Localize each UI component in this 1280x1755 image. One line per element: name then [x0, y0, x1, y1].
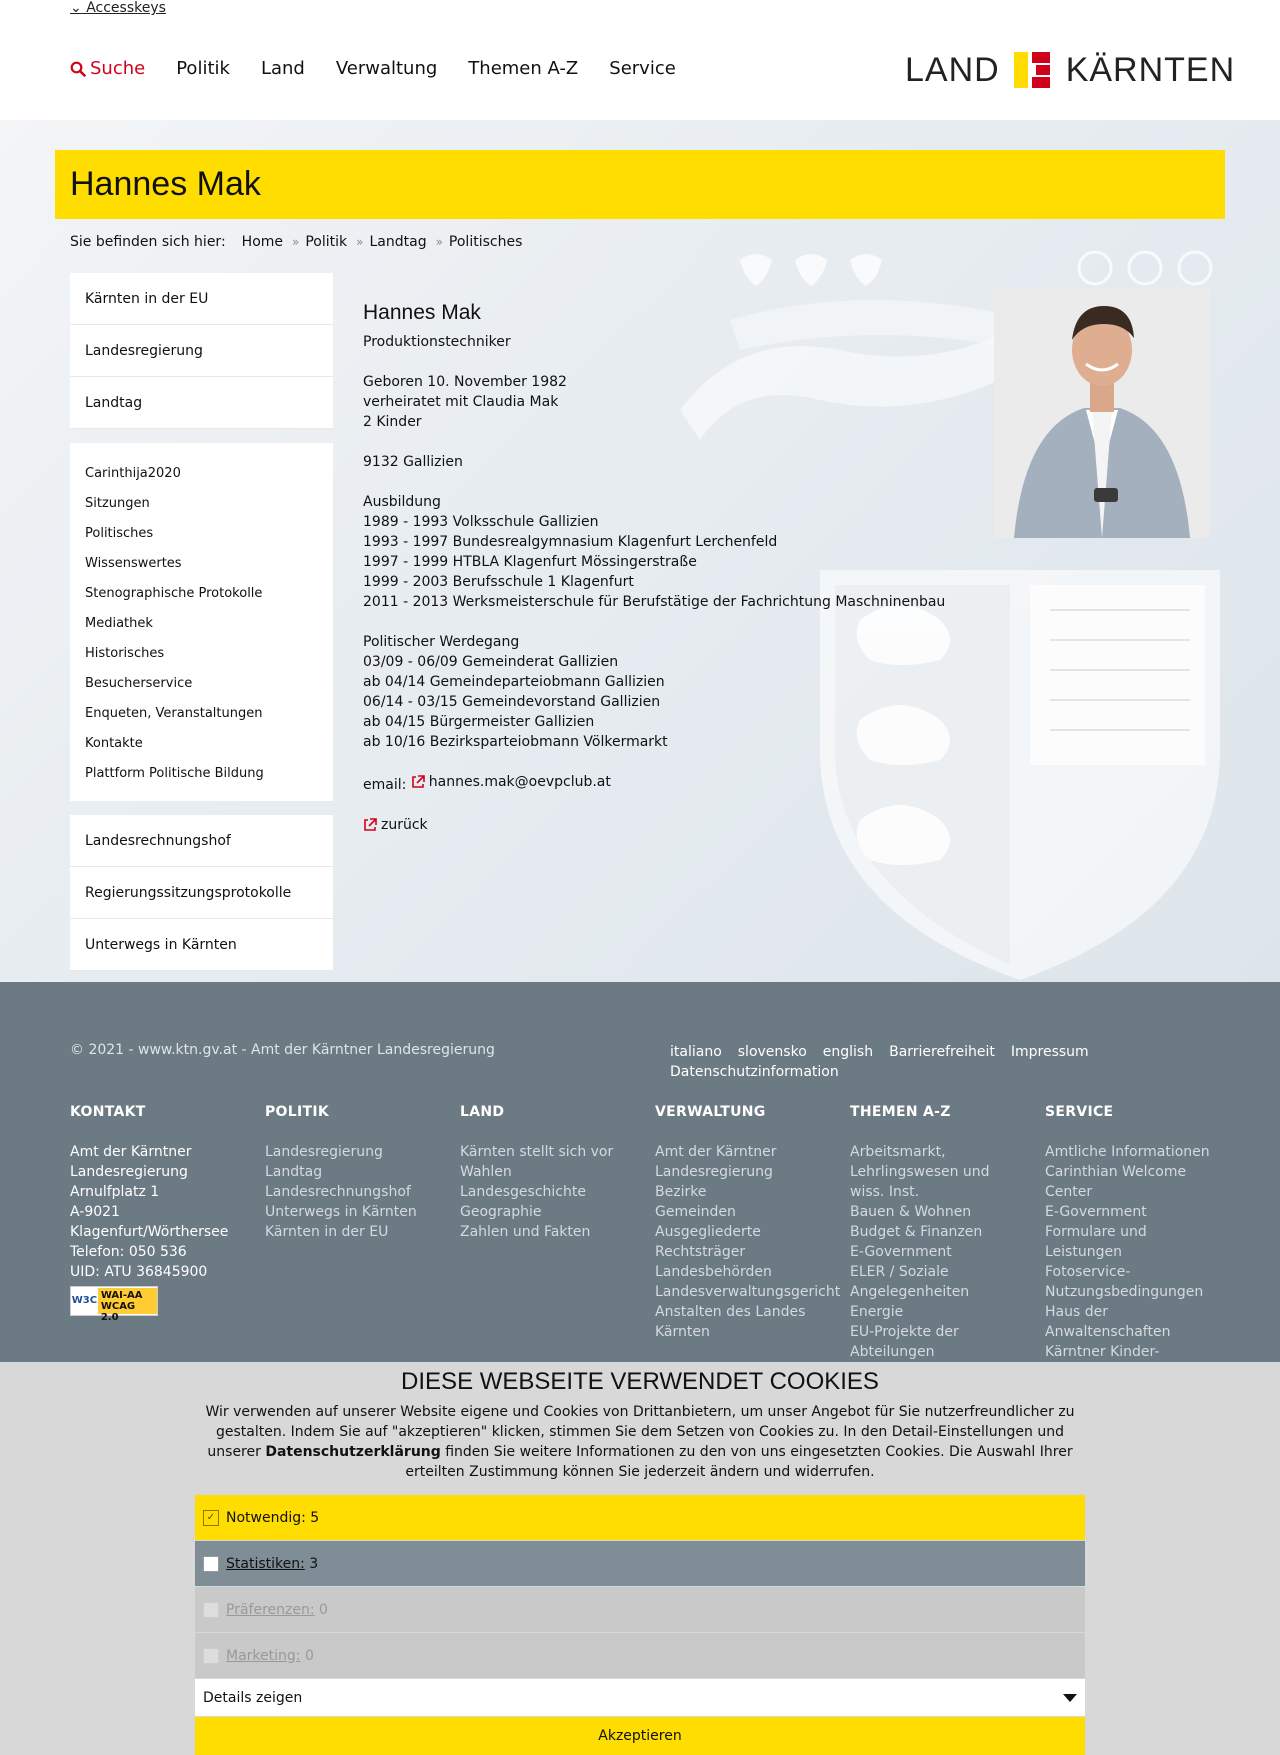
footer-col-verwaltung	[655, 1102, 850, 1362]
footer-link[interactable]: Landesgeschichte	[460, 1184, 586, 1200]
nav-search[interactable]	[70, 58, 145, 79]
sidebar-sub-kontakte[interactable]: Kontakte	[85, 736, 143, 751]
footer-link[interactable]: Kärnten in der EU	[265, 1224, 389, 1240]
footer-link[interactable]: Angelegenheiten	[850, 1284, 970, 1300]
footer-link[interactable]: Haus der	[1045, 1304, 1108, 1320]
breadcrumb	[70, 234, 531, 250]
footer-col-heading: VERWALTUNG	[655, 1104, 766, 1120]
profile-children: 2 Kinder	[363, 414, 422, 430]
external-link-icon	[411, 775, 425, 789]
cookie-category-count: 0	[304, 1647, 314, 1664]
accesskeys-label: Accesskeys	[86, 0, 166, 16]
footer-link[interactable]: E-Government	[1045, 1204, 1147, 1220]
w3c-logo: W3C	[71, 1295, 98, 1306]
w3c-wcag-badge[interactable]	[70, 1286, 158, 1323]
footer-link[interactable]: Anwaltenschaften	[1045, 1324, 1171, 1340]
footer-link[interactable]: Landesregierung	[265, 1144, 383, 1160]
education-item: 1999 - 2003 Berufsschule 1 Klagenfurt	[363, 574, 634, 590]
footer-link[interactable]: Lehrlingswesen und	[850, 1164, 990, 1180]
site-logo[interactable]	[905, 50, 1235, 90]
checkbox[interactable]	[203, 1648, 219, 1664]
logo-text-land: LAND	[905, 50, 1000, 89]
footer-col-service	[1045, 1102, 1240, 1362]
cookie-title: DIESE WEBSEITE VERWENDET COOKIES	[401, 1368, 879, 1395]
site-footer	[0, 982, 1280, 1362]
footer-link[interactable]: E-Government	[850, 1244, 952, 1260]
checkbox[interactable]	[203, 1556, 219, 1572]
footer-link-impressum[interactable]: Impressum	[1010, 1044, 1089, 1060]
email-row	[363, 772, 945, 795]
career-item: ab 10/16 Bezirksparteiobmann Völkermarkt	[363, 734, 668, 750]
cookie-banner	[0, 1362, 1280, 1755]
cookie-category-count: 3	[309, 1555, 319, 1572]
sidebar-item-rechnungshof[interactable]: Landesrechnungshof	[70, 815, 333, 867]
footer-link[interactable]: Landtag	[265, 1164, 323, 1180]
wcag-label-line1: WAI-AA	[100, 1290, 143, 1301]
breadcrumb-label: Sie befinden sich hier:	[70, 234, 226, 250]
chevron-down-icon: ⌄	[70, 0, 82, 16]
back-label: zurück	[381, 817, 428, 833]
details-toggle[interactable]	[195, 1679, 1085, 1716]
footer-col-land	[460, 1102, 655, 1362]
nav-themen[interactable]: Themen A-Z	[468, 58, 579, 79]
footer-columns	[70, 1102, 1240, 1362]
breadcrumb-politik-label: Politik	[305, 234, 348, 250]
chevron-right-icon: »	[356, 235, 364, 249]
footer-link[interactable]: Wahlen	[460, 1164, 512, 1180]
footer-link[interactable]: Abteilungen	[850, 1344, 935, 1360]
chevron-right-icon: »	[435, 235, 443, 249]
footer-link[interactable]: Geographie	[460, 1204, 542, 1220]
sidebar-sub-wissenswertes[interactable]: Wissenswertes	[85, 556, 182, 571]
sidebar-item-unterwegs[interactable]: Unterwegs in Kärnten	[70, 919, 333, 971]
education-item: 1997 - 1999 HTBLA Klagenfurt Mössingerstraße	[363, 554, 697, 570]
footer-link[interactable]: Rechtsträger	[655, 1244, 746, 1260]
sidebar-sub-mediathek[interactable]: Mediathek	[85, 616, 153, 631]
footer-col-heading: THEMEN A-Z	[850, 1104, 951, 1120]
profile-content	[363, 300, 945, 838]
breadcrumb-landtag[interactable]	[356, 234, 426, 250]
nav-search-label: Suche	[90, 58, 146, 79]
career-item: ab 04/14 Gemeindeparteiobmann Gallizien	[363, 674, 665, 690]
education-heading: Ausbildung	[363, 494, 441, 510]
contact-line: Amt der Kärntner	[70, 1144, 192, 1160]
nav-verwaltung[interactable]: Verwaltung	[335, 58, 438, 79]
footer-link[interactable]: Kärntner Kinder-	[1045, 1344, 1160, 1360]
caret-down-icon	[1063, 1694, 1077, 1702]
cookie-category-statistiken[interactable]	[195, 1541, 1085, 1586]
contact-line: Klagenfurt/Wörthersee	[70, 1224, 229, 1240]
footer-col-kontakt	[70, 1102, 265, 1362]
cookie-category-marketing[interactable]	[195, 1633, 1085, 1678]
career-heading: Politischer Werdegang	[363, 634, 520, 650]
education-item: 2011 - 2013 Werksmeisterschule für Berufstätige der Fachrichtung Maschninenbau	[363, 594, 946, 610]
email-label: email:	[363, 777, 407, 793]
footer-link[interactable]: Anstalten des Landes	[655, 1304, 806, 1320]
footer-link[interactable]: Carinthian Welcome	[1045, 1164, 1187, 1180]
email-address: hannes.mak@oevpclub.at	[428, 774, 611, 790]
cookie-category-count: 5	[310, 1509, 320, 1526]
career-item: ab 04/15 Bürgermeister Gallizien	[363, 714, 595, 730]
footer-link[interactable]: Formulare und	[1045, 1224, 1147, 1240]
cookie-text	[200, 1402, 1080, 1482]
footer-link[interactable]: Unterwegs in Kärnten	[265, 1204, 417, 1220]
footer-link-english[interactable]: english	[822, 1044, 874, 1060]
footer-link[interactable]: Fotoservice-	[1045, 1264, 1131, 1280]
footer-link[interactable]: Gemeinden	[655, 1204, 736, 1220]
sidebar-sub-sitzungen[interactable]: Sitzungen	[85, 496, 150, 511]
footer-link[interactable]: ELER / Soziale	[850, 1264, 949, 1280]
chevron-right-icon: »	[292, 235, 300, 249]
footer-link[interactable]: Kärnten stellt sich vor	[460, 1144, 614, 1160]
nav-service[interactable]: Service	[609, 58, 676, 79]
footer-link[interactable]: Landesrechnungshof	[265, 1184, 411, 1200]
footer-link[interactable]: Leistungen	[1045, 1244, 1122, 1260]
footer-link[interactable]: Landesbehörden	[655, 1264, 772, 1280]
sidebar-sub-politisches[interactable]: Politisches	[85, 526, 154, 541]
footer-link[interactable]: Kärnten	[655, 1324, 710, 1340]
sidebar-submenu	[70, 443, 333, 801]
sidebar-sub-besucherservice[interactable]: Besucherservice	[85, 676, 193, 691]
wcag-label-line2: WCAG 2.0	[100, 1301, 136, 1323]
footer-link[interactable]: Bauen & Wohnen	[850, 1204, 972, 1220]
footer-link[interactable]: Zahlen und Fakten	[460, 1224, 591, 1240]
sidebar-item-protokolle[interactable]: Regierungssitzungsprotokolle	[70, 867, 333, 919]
footer-link[interactable]: Amt der Kärntner	[655, 1144, 777, 1160]
cookie-category-notwendig[interactable]	[195, 1495, 1085, 1540]
contact-line: A-9021	[70, 1204, 120, 1220]
sidebar-item-eu[interactable]: Kärnten in der EU	[70, 273, 333, 325]
education-item: 1989 - 1993 Volksschule Gallizien	[363, 514, 599, 530]
footer-link[interactable]: Landesregierung	[655, 1164, 773, 1180]
footer-link-barrierefreiheit[interactable]: Barrierefreiheit	[889, 1044, 995, 1060]
breadcrumb-politisches[interactable]	[436, 234, 523, 250]
footer-link[interactable]: Arbeitsmarkt,	[850, 1144, 946, 1160]
sidebar-sub-historisches[interactable]: Historisches	[85, 646, 165, 661]
footer-link-datenschutz[interactable]: Datenschutzinformation	[670, 1064, 839, 1080]
sidebar-item-landesregierung[interactable]: Landesregierung	[70, 325, 333, 377]
profile-born: Geboren 10. November 1982	[363, 374, 567, 390]
cookie-category-count: 0	[319, 1601, 328, 1618]
sidebar-nav	[70, 273, 333, 971]
back-link[interactable]	[363, 815, 428, 835]
privacy-policy-link[interactable]: Datenschutzerklärung	[265, 1444, 441, 1460]
footer-links	[670, 1042, 1110, 1082]
page-title: Hannes Mak	[70, 165, 261, 203]
logo-text-kaernten: KÄRNTEN	[1065, 50, 1236, 89]
details-label: Details zeigen	[203, 1689, 303, 1706]
footer-link[interactable]: Center	[1045, 1184, 1093, 1200]
footer-link[interactable]: Amtliche Informationen	[1045, 1144, 1210, 1160]
footer-link[interactable]: Energie	[850, 1304, 904, 1320]
footer-col-heading: POLITIK	[265, 1104, 329, 1120]
footer-col-politik	[265, 1102, 460, 1362]
checkbox-checked-icon[interactable]: ✓	[203, 1510, 219, 1526]
search-icon	[70, 61, 86, 77]
sidebar-sub-carinthija[interactable]: Carinthija2020	[85, 466, 181, 481]
career-item: 06/14 - 03/15 Gemeindevorstand Gallizien	[363, 694, 661, 710]
footer-link[interactable]: Landesverwaltungsgericht	[655, 1284, 841, 1300]
accesskeys-link[interactable]	[70, 0, 166, 16]
footer-link-slovensko[interactable]: slovensko	[737, 1044, 807, 1060]
accept-button[interactable]: Akzeptieren	[195, 1717, 1085, 1755]
sidebar-item-landtag[interactable]: Landtag	[70, 377, 333, 429]
breadcrumb-politisches-label: Politisches	[448, 234, 523, 250]
sidebar-sub-enqueten[interactable]: Enqueten, Veranstaltungen	[85, 706, 263, 721]
external-link-icon	[363, 818, 377, 832]
profile-married: verheiratet mit Claudia Mak	[363, 394, 559, 410]
profile-name: Hannes Mak	[363, 301, 481, 324]
career-item: 03/09 - 06/09 Gemeinderat Gallizien	[363, 654, 619, 670]
education-item: 1993 - 1997 Bundesrealgymnasium Klagenfurt Lerchenfeld	[363, 534, 778, 550]
breadcrumb-landtag-label: Landtag	[369, 234, 427, 250]
checkbox[interactable]	[203, 1602, 219, 1618]
cookie-category-label: Notwendig:	[226, 1509, 306, 1526]
footer-link[interactable]: Bezirke	[655, 1184, 707, 1200]
breadcrumb-home-label: Home	[241, 234, 284, 250]
contact-line: Telefon: 050 536	[70, 1244, 187, 1260]
copyright: © 2021 - www.ktn.gv.at - Amt der Kärntner Landesregierung	[70, 1042, 495, 1058]
profile-location: 9132 Gallizien	[363, 454, 463, 470]
footer-col-heading: LAND	[460, 1104, 505, 1120]
footer-link-italiano[interactable]: italiano	[670, 1044, 722, 1060]
cookie-category-label[interactable]: Marketing:	[226, 1647, 301, 1664]
footer-link[interactable]: wiss. Inst.	[850, 1184, 920, 1200]
wcag-label	[98, 1288, 157, 1323]
main-area	[0, 120, 1280, 982]
sidebar-sub-protokolle[interactable]: Stenographische Protokolle	[85, 586, 263, 601]
profile-photo	[994, 288, 1210, 538]
profile-profession: Produktionstechniker	[363, 334, 511, 350]
footer-col-themen	[850, 1102, 1045, 1362]
footer-col-heading: KONTAKT	[70, 1104, 146, 1120]
footer-link[interactable]: EU-Projekte der	[850, 1324, 959, 1340]
footer-link[interactable]: Budget & Finanzen	[850, 1224, 983, 1240]
contact-line: Arnulfplatz 1	[70, 1184, 160, 1200]
cookie-text-part: finden Sie weitere Informationen zu den von uns eingesetzten Cookies. Die Auswahl Ihrer erteilten Zustimmung können Sie jederzeit ändern und widerrufen.	[405, 1444, 1073, 1480]
breadcrumb-politik[interactable]	[292, 234, 347, 250]
sidebar-sub-bildung[interactable]: Plattform Politische Bildung	[85, 766, 264, 781]
cookie-category-praeferenzen[interactable]	[195, 1587, 1085, 1632]
footer-col-heading: SERVICE	[1045, 1104, 1114, 1120]
breadcrumb-home[interactable]	[242, 234, 283, 250]
nav-land[interactable]: Land	[260, 58, 305, 79]
footer-link[interactable]: Ausgegliederte	[655, 1224, 761, 1240]
cookie-category-label[interactable]: Präferenzen:	[226, 1601, 315, 1618]
cookie-category-label[interactable]: Statistiken:	[226, 1555, 305, 1572]
logo-mark-icon	[1014, 52, 1050, 88]
main-nav	[70, 58, 707, 79]
footer-link[interactable]: Nutzungsbedingungen	[1045, 1284, 1204, 1300]
contact-line: UID: ATU 36845900	[70, 1264, 208, 1280]
cookie-text-part: Wir verwenden auf unserer Website eigene und Cookies von Drittanbietern, um unser Angebot für Sie nutzerfreundlicher zu gestalten. Indem Sie auf "akzeptieren" klicken, stimmen Sie dem Setzen von Cookies zu. In den Detail-Einstellungen und unserer	[205, 1404, 1075, 1460]
page-title-bar	[55, 150, 1225, 219]
email-link[interactable]	[411, 772, 611, 792]
nav-politik[interactable]: Politik	[176, 58, 230, 79]
contact-line: Landesregierung	[70, 1164, 188, 1180]
